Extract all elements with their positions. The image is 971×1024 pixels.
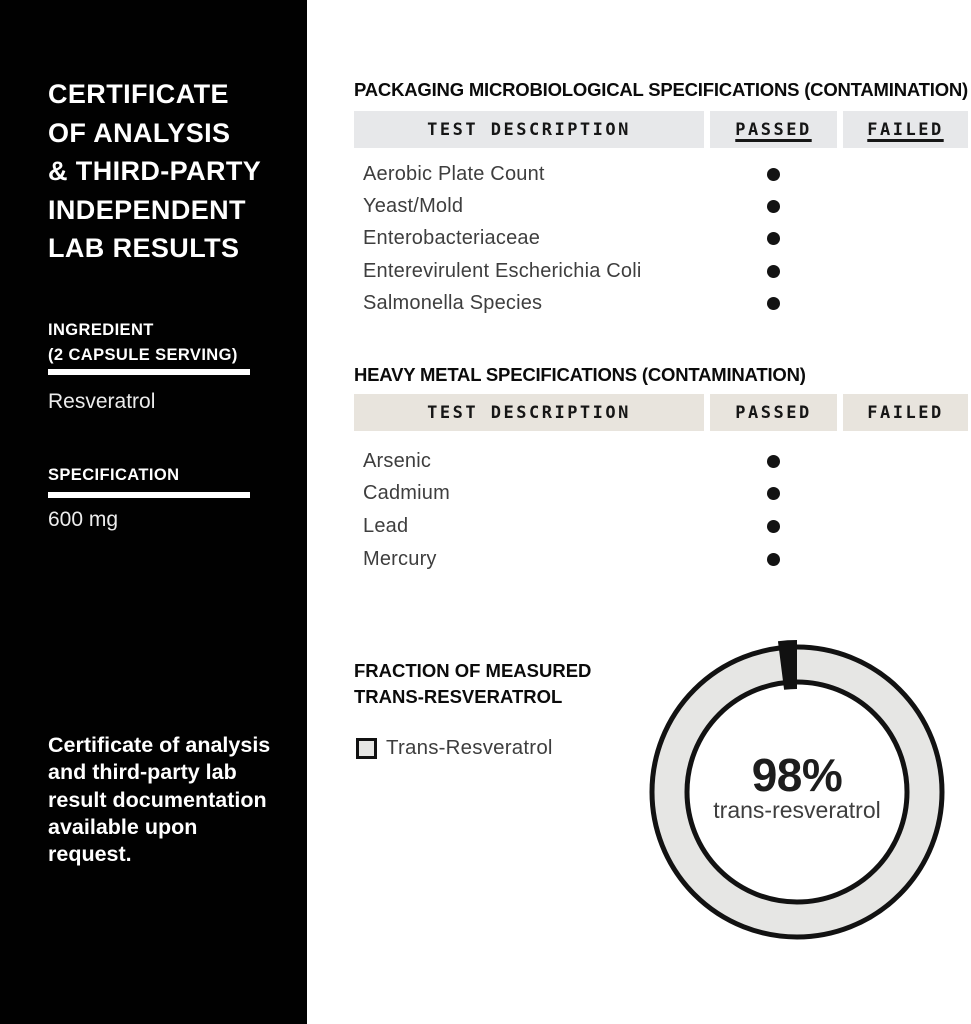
passed-cell	[710, 455, 837, 468]
table-row	[354, 255, 968, 287]
passed-dot	[767, 200, 780, 213]
fraction-title-line: FRACTION OF MEASURED	[354, 660, 592, 681]
ingredient-label-line: (2 CAPSULE SERVING)	[48, 346, 238, 364]
passed-dot	[767, 553, 780, 566]
passed-dot	[767, 265, 780, 278]
table-row	[354, 445, 968, 478]
table-row	[354, 190, 968, 222]
passed-dot	[767, 487, 780, 500]
column-header-passed: PASSED	[710, 111, 837, 148]
test-name: Enterevirulent Escherichia Coli	[363, 259, 642, 282]
table-row	[354, 158, 968, 190]
footnote-line: Certificate of analysis	[48, 733, 271, 757]
footnote-line: and third-party lab	[48, 760, 237, 785]
specification-label: SPECIFICATION	[48, 466, 180, 484]
sidebar-title-line: & THIRD-PARTY	[48, 156, 262, 187]
donut-center-value: 98%	[751, 749, 843, 801]
column-header-test-description: TEST DESCRIPTION	[354, 394, 704, 431]
sidebar-title-line: OF ANALYSIS	[48, 117, 231, 148]
table-row	[354, 288, 968, 320]
ingredient-label-line: INGREDIENT	[48, 321, 154, 339]
sidebar-title-line: CERTIFICATE	[48, 79, 229, 109]
passed-dot	[767, 168, 780, 181]
table-header-row	[354, 394, 968, 431]
passed-cell	[710, 265, 837, 278]
table-title: HEAVY METAL SPECIFICATIONS (CONTAMINATION)	[354, 364, 806, 385]
footnote-line: request.	[48, 842, 132, 867]
sidebar	[0, 0, 307, 1024]
test-name: Aerobic Plate Count	[363, 162, 545, 185]
passed-dot	[767, 297, 780, 310]
legend-swatch	[356, 738, 377, 759]
footnote-line: available upon	[48, 814, 198, 839]
table-row	[354, 478, 968, 511]
divider-rule	[48, 369, 250, 375]
test-name: Salmonella Species	[363, 292, 543, 315]
passed-cell	[710, 168, 837, 181]
chart-legend	[356, 736, 553, 760]
sidebar-title-line: INDEPENDENT	[48, 194, 246, 225]
footnote-line: result documentation	[48, 787, 267, 812]
table-row	[354, 543, 968, 576]
column-header-passed: PASSED	[710, 394, 837, 431]
sidebar-title	[48, 75, 261, 268]
sidebar-footnote	[48, 732, 270, 868]
divider-rule	[48, 492, 250, 498]
passed-cell	[710, 520, 837, 533]
passed-dot	[767, 455, 780, 468]
fraction-title	[354, 658, 591, 710]
passed-dot	[767, 520, 780, 533]
passed-cell	[710, 232, 837, 245]
table-title: PACKAGING MICROBIOLOGICAL SPECIFICATIONS (CONTAMINATION)	[354, 79, 969, 100]
fraction-title-line: TRANS-RESVERATROL	[354, 686, 563, 707]
table-row	[354, 223, 968, 255]
test-name: Mercury	[363, 547, 437, 570]
passed-dot	[767, 232, 780, 245]
test-name: Enterobacteriaceae	[363, 227, 541, 250]
table-body	[354, 445, 968, 575]
test-name: Lead	[363, 514, 409, 537]
table-row	[354, 510, 968, 543]
passed-cell	[710, 487, 837, 500]
test-name: Cadmium	[363, 482, 450, 505]
test-name: Arsenic	[363, 449, 432, 472]
legend-label: Trans-Resveratrol	[386, 736, 553, 759]
test-name: Yeast/Mold	[363, 195, 464, 218]
ingredient-value: Resveratrol	[48, 390, 156, 413]
specification-value: 600 mg	[48, 508, 119, 531]
column-header-failed: FAILED	[843, 111, 968, 148]
column-header-failed: FAILED	[843, 394, 968, 431]
passed-cell	[710, 200, 837, 213]
table-header-row	[354, 111, 968, 148]
table-body	[354, 158, 968, 320]
donut-center-label: trans-resveratrol	[713, 797, 881, 823]
ingredient-label	[48, 318, 238, 368]
column-header-test-description: TEST DESCRIPTION	[354, 111, 704, 148]
passed-cell	[710, 553, 837, 566]
sidebar-title-line: LAB RESULTS	[48, 233, 240, 264]
passed-cell	[710, 297, 837, 310]
